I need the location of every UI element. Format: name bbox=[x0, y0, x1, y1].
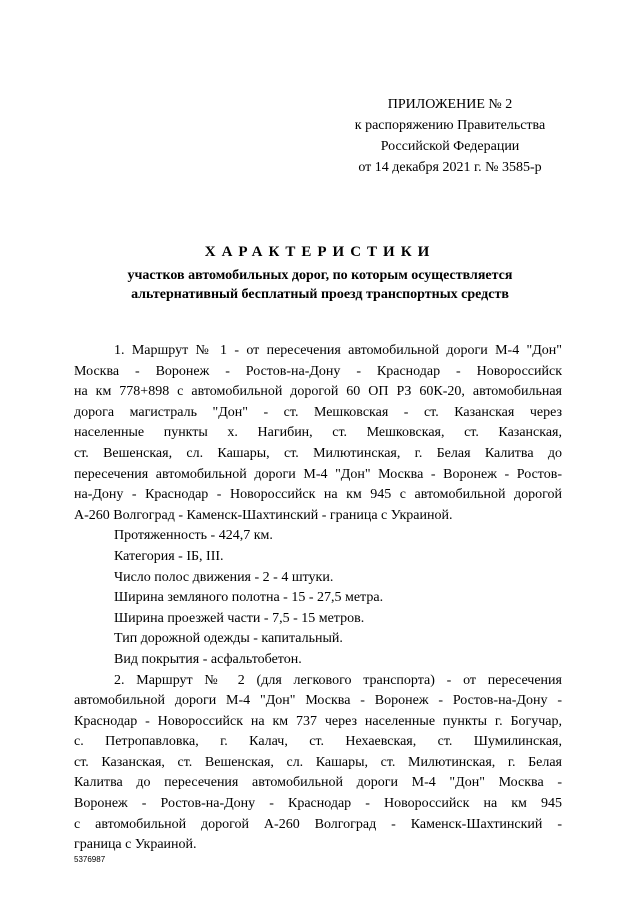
route2-line: 2. Маршрут № 2 (для легкового транспорта) - от пересечения bbox=[114, 672, 562, 688]
route1-line: на-Дону - Краснодар - Новороссийск на км 945 с автомобильной дорогой bbox=[74, 487, 562, 503]
route1-line: дорога магистраль "Дон" - ст. Мешковская - ст. Казанская через bbox=[74, 404, 562, 420]
route2-line: Краснодар - Новороссийск на км 737 через населенные пункты г. Богучар, bbox=[74, 713, 562, 729]
route2-line: с. Петропавловка, г. Калач, ст. Нехаевская, ст. Шумилинская, bbox=[74, 734, 562, 750]
route1-category: Категория - IБ, III. bbox=[114, 548, 224, 564]
appendix-reference: к распоряжению Правительства bbox=[354, 118, 546, 133]
route2-line: с автомобильной дорогой А-260 Волгоград - Каменск-Шахтинский - bbox=[74, 816, 562, 832]
document-body bbox=[74, 341, 562, 856]
route2-line: граница с Украиной. bbox=[74, 837, 197, 853]
subtitle-line: альтернативный бесплатный проезд транспортных средств bbox=[131, 287, 509, 302]
document-title: ХАРАКТЕРИСТИКИ bbox=[204, 244, 436, 260]
route1-line: на км 778+898 с автомобильной дорогой 60 ОП РЗ 60К-20, автомобильная bbox=[74, 384, 562, 400]
route2-line: Воронеж - Ростов-на-Дону - Краснодар - Новороссийск на км 945 bbox=[74, 796, 562, 812]
route1-surface: Вид покрытия - асфальтобетон. bbox=[114, 651, 302, 667]
route2-line: Калитва до пересечения автомобильной дороги М-4 "Дон" Москва - bbox=[74, 775, 562, 791]
document-code: 5376987 bbox=[74, 855, 106, 864]
appendix-date: от 14 декабря 2021 г. № 3585-р bbox=[358, 160, 542, 175]
document-subtitle bbox=[80, 266, 560, 304]
route1-pavement-type: Тип дорожной одежды - капитальный. bbox=[114, 631, 343, 647]
route2-line: ст. Казанская, ст. Вешенская, сл. Кашары, ст. Милютинская, г. Белая bbox=[74, 754, 562, 770]
route1-line: пересечения автомобильной дороги М-4 "Дон" Москва - Воронеж - Ростов- bbox=[74, 466, 562, 482]
route1-line: населенные пункты х. Нагибин, ст. Мешковская, ст. Казанская, bbox=[74, 425, 562, 441]
appendix-header bbox=[330, 94, 570, 178]
route1-carriageway-width: Ширина проезжей части - 7,5 - 15 метров. bbox=[114, 610, 365, 626]
route1-line: Москва - Воронеж - Ростов-на-Дону - Краснодар - Новороссийск bbox=[74, 363, 562, 379]
route1-length: Протяженность - 424,7 км. bbox=[114, 528, 273, 544]
appendix-authority: Российской Федерации bbox=[380, 139, 520, 154]
route1-subgrade-width: Ширина земляного полотна - 15 - 27,5 метра. bbox=[114, 590, 384, 606]
route1-line: А-260 Волгоград - Каменск-Шахтинский - граница с Украиной. bbox=[74, 507, 453, 523]
route1-lanes: Число полос движения - 2 - 4 штуки. bbox=[114, 569, 334, 585]
route2-line: автомобильной дороги М-4 "Дон" Москва - Воронеж - Ростов-на-Дону - bbox=[74, 693, 562, 709]
route1-line: ст. Вешенская, сл. Кашары, ст. Милютинская, г. Белая Калитва до bbox=[74, 445, 562, 461]
appendix-number: ПРИЛОЖЕНИЕ № 2 bbox=[387, 97, 513, 112]
route1-line: 1. Маршрут № 1 - от пересечения автомобильной дороги М-4 "Дон" bbox=[114, 343, 562, 358]
subtitle-line: участков автомобильных дорог, по которым осуществляется bbox=[127, 268, 513, 283]
